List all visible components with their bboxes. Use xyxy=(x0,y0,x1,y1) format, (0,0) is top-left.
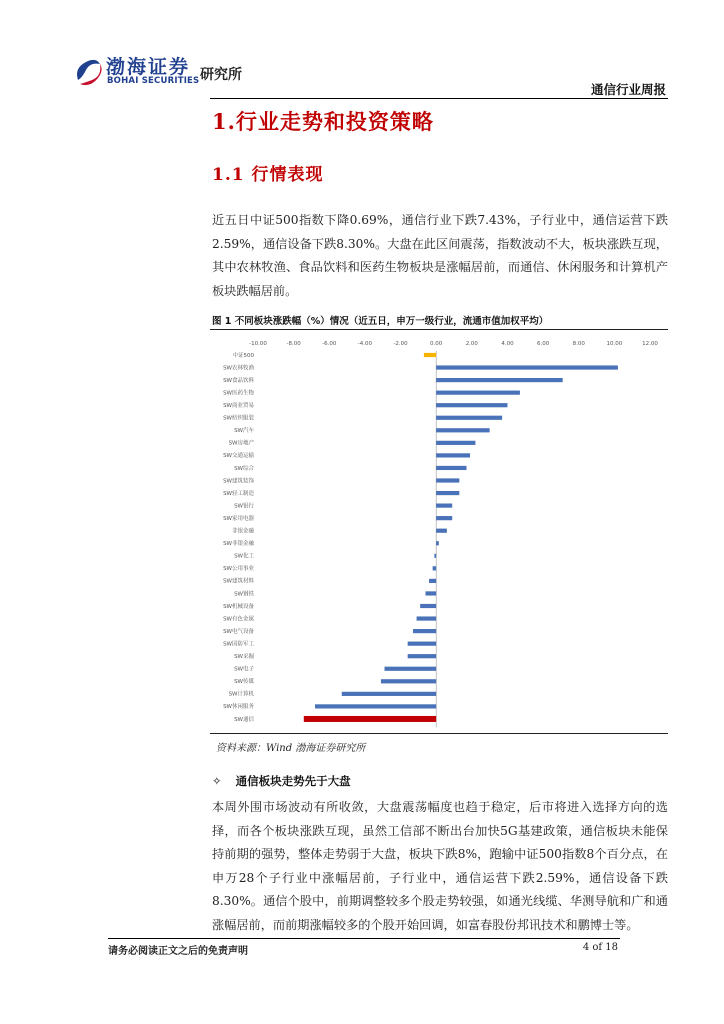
category-label: 非银金融 xyxy=(231,528,254,535)
bar-非银金融 xyxy=(436,529,447,533)
section2-heading xyxy=(212,773,351,789)
bar-SW农林牧渔 xyxy=(436,365,618,369)
x-tick-label: 8.00 xyxy=(572,341,585,347)
category-label: SW化工 xyxy=(234,553,254,560)
x-tick-label: 6.00 xyxy=(536,341,550,347)
disclaimer-note: 请务必阅读正文之后的免责声明 xyxy=(108,946,248,957)
category-label: 中证500 xyxy=(232,352,254,359)
x-tick-label: 0.00 xyxy=(430,341,443,347)
bar-SW电气设备 xyxy=(413,629,436,633)
bar-SW休闲服务 xyxy=(315,704,436,708)
x-tick-label: 2.00 xyxy=(465,341,478,347)
bar-SW建筑装饰 xyxy=(436,478,459,482)
category-label: SW房地产 xyxy=(228,440,254,447)
bar-SW综合 xyxy=(436,466,466,470)
category-label: SW银行 xyxy=(234,503,254,510)
category-label: SW国防军工 xyxy=(223,641,254,648)
bar-SW建筑材料 xyxy=(429,579,436,583)
bar-SW电子 xyxy=(385,667,437,671)
subsection-heading: 1.1 行情表现 xyxy=(212,165,324,185)
page-number: 4 of 18 xyxy=(582,942,618,953)
bar-SW食品饮料 xyxy=(436,378,563,382)
footer-divider xyxy=(108,938,620,939)
category-label: SW休闲服务 xyxy=(223,704,254,711)
x-tick-label: 4.00 xyxy=(501,341,514,347)
sector-performance-chart xyxy=(210,333,668,729)
bar-SW通信 xyxy=(304,716,436,722)
diamond-bullet-icon: ✧ xyxy=(212,774,222,788)
category-label: SW采掘 xyxy=(234,654,254,660)
category-label: SW机械设备 xyxy=(223,603,254,610)
bar-SW钢铁 xyxy=(425,591,436,595)
bar-SW银行 xyxy=(436,504,452,508)
x-tick-label: 10.00 xyxy=(606,341,623,347)
category-label: SW建筑装饰 xyxy=(223,478,254,485)
x-tick-label: 12.00 xyxy=(642,341,658,347)
bar-SW交通运输 xyxy=(436,453,470,457)
bar-SW汽车 xyxy=(436,428,489,432)
section-heading: 1.行业走势和投资策略 xyxy=(212,109,434,134)
section2-title: 通信板块走势先于大盘 xyxy=(235,774,351,788)
x-tick-label: -4.00 xyxy=(357,341,373,347)
bar-SW机械设备 xyxy=(420,604,436,608)
bar-SW房地产 xyxy=(436,441,475,445)
logo-text-en: BOHAI SECURITIES xyxy=(107,76,200,86)
category-label: SW医药生物 xyxy=(223,390,254,397)
header-divider xyxy=(210,98,668,99)
bar-SW公用事业 xyxy=(433,566,437,570)
bar-SW纺织服装 xyxy=(436,416,502,420)
logo-text-cn: 渤海证券 xyxy=(106,56,191,78)
x-tick-label: -8.00 xyxy=(286,341,301,347)
bar-SW采掘 xyxy=(408,654,437,658)
category-label: SW轻工制造 xyxy=(223,490,254,497)
bohai-logo-icon xyxy=(72,50,106,96)
category-label: SW有色金属 xyxy=(223,616,254,623)
report-type: 通信行业周报 xyxy=(590,82,666,97)
x-tick-label: -6.00 xyxy=(322,341,337,347)
category-label: SW公用事业 xyxy=(223,566,254,573)
category-label: SW家用电器 xyxy=(223,515,254,522)
category-label: SW通信 xyxy=(234,716,254,723)
figure-title: 图 1 不同板块涨跌幅（%）情况（近五日，申万一级行业，流通市值加权平均） xyxy=(212,316,549,327)
x-tick-label: -2.00 xyxy=(393,341,408,347)
bar-SW化工 xyxy=(434,554,436,558)
category-label: SW计算机 xyxy=(228,691,254,698)
figure-top-rule xyxy=(210,329,668,330)
institute-label: 研究所 xyxy=(200,67,242,83)
bar-SW传媒 xyxy=(381,679,436,683)
sector-paragraph: 本周外围市场波动有所收敛，大盘震荡幅度也趋于稳定，后市将进入选择方向的选择，而各个板块涨跌互现，虽然工信部不断出台加快5G基建政策，通信板块未能保持前期的强势，整体走势弱于大盘，板块下跌8%，跑输中证500指数8个百分点，在申万28个子行业中涨幅居前，子行业中，通信运营下跌2.59%，通信设备下跌8.30%。通信个股中，前期调整较多个股走势较强，如通光线缆、华测导航和广和通涨幅居前，而前期涨幅较多的个股开始回调，如富春股份邦讯技术和鹏博士等。 xyxy=(212,800,668,932)
category-label: SW交通运输 xyxy=(223,453,254,460)
category-label: SW钢铁 xyxy=(234,591,254,598)
bar-SW非银金融 xyxy=(436,541,439,545)
category-label: SW汽车 xyxy=(234,428,254,435)
bar-SW计算机 xyxy=(342,692,436,696)
bar-SW国防军工 xyxy=(408,642,437,646)
market-paragraph: 近五日中证500指数下降0.69%，通信行业下跌7.43%，子行业中，通信运营下跌2.59%，通信设备下跌8.30%。大盘在此区间震荡，指数波动不大，板块涨跌互现，其中农林牧渔、食品饮料和医药生物板块是涨幅居前，而通信、休闲服务和计算机产板块跌幅居前。 xyxy=(212,213,668,298)
category-label: SW建筑材料 xyxy=(223,578,254,585)
bar-SW轻工制造 xyxy=(436,491,459,495)
category-label: SW食品饮料 xyxy=(223,377,254,384)
figure-bottom-rule xyxy=(210,733,668,734)
bar-SW家用电器 xyxy=(436,516,452,520)
category-label: SW非银金融 xyxy=(223,541,254,548)
category-label: SW电子 xyxy=(234,666,254,673)
category-label: SW农林牧渔 xyxy=(223,365,254,372)
bar-SW商业贸易 xyxy=(436,403,507,407)
bar-SW有色金属 xyxy=(417,616,437,620)
category-label: SW纺织服装 xyxy=(223,415,254,422)
category-label: SW商业贸易 xyxy=(223,403,254,409)
bar-SW医药生物 xyxy=(436,391,520,395)
figure-source: 资料来源：Wind 渤海证券研究所 xyxy=(216,743,366,754)
bar-中证500 xyxy=(424,353,436,357)
x-tick-label: -10.00 xyxy=(249,341,267,347)
category-label: SW传媒 xyxy=(234,679,254,686)
category-label: SW电气设备 xyxy=(223,628,254,635)
category-label: SW综合 xyxy=(234,465,254,472)
